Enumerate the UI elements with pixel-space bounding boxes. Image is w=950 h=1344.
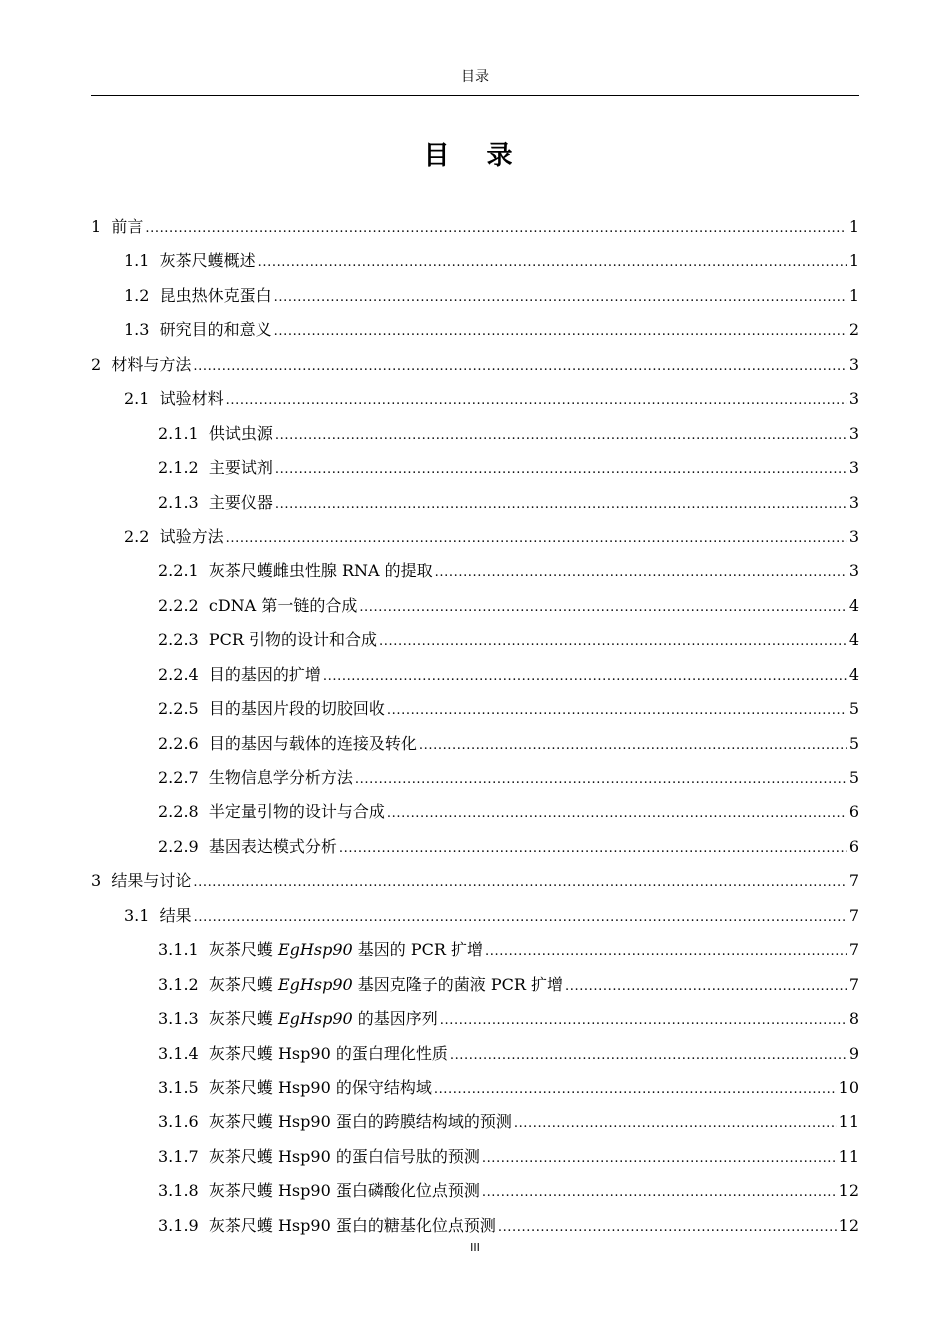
toc-entry-label: 灰茶尺蠖雌虫性腺 RNA 的提取 (208, 561, 433, 581)
toc-entry-title (124, 279, 272, 313)
toc-entry-page: 4 (848, 664, 859, 684)
toc-entry-number: 2.2.6 (158, 733, 199, 753)
toc-entry[interactable] (91, 899, 859, 933)
toc-entry-page: 12 (838, 1181, 859, 1201)
toc-entry-page: 7 (848, 905, 859, 925)
toc-entry-number: 2.2.7 (158, 768, 199, 787)
dot-leader (194, 899, 847, 935)
table-of-contents (91, 210, 859, 1243)
toc-entry[interactable] (91, 1071, 859, 1105)
toc-entry-title (158, 761, 353, 795)
toc-entry[interactable] (91, 313, 859, 347)
toc-entry-label: 目的基因与载体的连接及转化 (208, 733, 417, 753)
toc-entry-label: 供试虫源 (208, 423, 273, 443)
toc-entry-title (158, 933, 483, 967)
toc-entry-page: 1 (848, 251, 859, 271)
toc-entry-page: 1 (848, 285, 859, 305)
toc-entry[interactable] (91, 864, 859, 898)
dot-leader (379, 623, 847, 659)
toc-entry[interactable] (91, 1174, 859, 1208)
toc-entry[interactable] (91, 830, 859, 864)
toc-entry-number: 2.2.3 (158, 630, 199, 650)
toc-entry-number: 1.3 (124, 320, 150, 340)
toc-entry-title (158, 554, 433, 588)
toc-entry-page: 3 (848, 526, 859, 546)
dot-leader (387, 692, 847, 728)
toc-entry-number: 2 (91, 354, 102, 374)
toc-entry-page: 1 (848, 217, 859, 236)
toc-entry-number: 3.1.6 (158, 1112, 199, 1132)
dot-leader (275, 451, 847, 487)
toc-entry-label: 灰茶尺蠖 Hsp90 的保守结构域 (208, 1077, 432, 1097)
dot-leader (434, 1071, 837, 1107)
dot-leader (274, 279, 847, 315)
toc-entry-label: 生物信息学分析方法 (208, 768, 353, 787)
toc-entry[interactable] (91, 554, 859, 588)
toc-entry-number: 2.1.3 (158, 492, 199, 512)
toc-entry-number: 2.2.9 (158, 836, 199, 856)
toc-entry[interactable] (91, 1140, 859, 1174)
toc-entry-label: 结果与讨论 (111, 871, 192, 891)
dot-leader (485, 933, 847, 969)
toc-entry[interactable] (91, 658, 859, 692)
toc-entry-number: 3.1.5 (158, 1077, 199, 1097)
dot-leader (387, 795, 847, 831)
toc-entry-page: 9 (848, 1043, 859, 1063)
dot-leader (450, 1037, 847, 1073)
toc-entry-label: 主要试剂 (208, 458, 273, 478)
dot-leader (275, 417, 847, 453)
toc-entry-title (158, 623, 377, 657)
toc-entry-title (158, 1037, 448, 1071)
dot-leader (565, 968, 847, 1004)
toc-entry-page: 8 (848, 1009, 859, 1029)
toc-entry-page: 4 (848, 595, 859, 615)
toc-entry-page: 11 (838, 1112, 859, 1132)
toc-entry-title (158, 795, 385, 829)
toc-entry-number: 3 (91, 871, 102, 891)
toc-entry[interactable] (91, 486, 859, 520)
toc-entry-title (158, 1209, 496, 1243)
toc-entry-page: 7 (848, 940, 859, 960)
toc-entry-label: 灰茶尺蠖 Hsp90 的蛋白理化性质 (208, 1043, 448, 1063)
toc-entry-page: 3 (848, 458, 859, 478)
dot-leader (193, 864, 846, 900)
toc-entry-number: 1 (91, 217, 102, 236)
toc-entry-label: 灰茶尺蠖概述 (159, 251, 256, 271)
toc-entry-title (158, 692, 385, 726)
toc-entry-number: 3.1.2 (158, 974, 199, 994)
toc-entry-title (158, 727, 417, 761)
toc-entry-label: 结果 (159, 905, 192, 925)
dot-leader (514, 1105, 837, 1141)
toc-entry-page: 3 (848, 561, 859, 581)
toc-entry-page: 5 (848, 733, 859, 753)
toc-entry-number: 2.2.1 (158, 561, 199, 581)
toc-entry-title (158, 1105, 512, 1139)
toc-entry-label: 主要仪器 (208, 492, 273, 512)
dot-leader (193, 348, 846, 384)
toc-entry-title (158, 1140, 480, 1174)
toc-entry[interactable] (91, 727, 859, 761)
dot-leader (482, 1140, 837, 1176)
toc-entry-page: 3 (848, 492, 859, 512)
toc-entry-title (158, 589, 357, 623)
toc-entry-label: 灰茶尺蠖 Hsp90 蛋白的跨膜结构域的预测 (208, 1112, 512, 1132)
toc-entry-label: 昆虫热休克蛋白 (159, 285, 272, 305)
toc-entry-number: 1.1 (124, 251, 150, 271)
toc-entry-number: 2.2.2 (158, 595, 199, 615)
toc-entry-number: 2.2.8 (158, 802, 199, 822)
toc-entry[interactable] (91, 451, 859, 485)
toc-entry-number: 2.1 (124, 389, 150, 409)
toc-entry-title (124, 899, 192, 933)
dot-leader (440, 1002, 847, 1038)
running-header: 目录 (461, 69, 489, 85)
dot-leader (323, 658, 847, 694)
toc-entry-number: 3.1.1 (158, 940, 199, 960)
toc-entry-page: 2 (848, 320, 859, 340)
toc-entry-title (124, 382, 224, 416)
toc-entry-number: 3.1.3 (158, 1009, 199, 1029)
toc-entry[interactable] (91, 795, 859, 829)
toc-entry[interactable] (91, 761, 859, 795)
toc-entry-number: 2.2.5 (158, 699, 199, 719)
toc-entry[interactable] (91, 348, 859, 382)
toc-entry-page: 5 (848, 768, 859, 787)
toc-entry-page: 11 (838, 1146, 859, 1166)
toc-entry-title (91, 210, 143, 244)
toc-entry-page: 3 (848, 389, 859, 409)
toc-entry-label: 灰茶尺蠖 Hsp90 的蛋白信号肽的预测 (208, 1146, 480, 1166)
toc-entry-label: 试验方法 (159, 526, 224, 546)
dot-leader (339, 830, 847, 866)
toc-entry[interactable] (91, 417, 859, 451)
toc-entry-label: 灰茶尺蠖 Hsp90 蛋白的糖基化位点预测 (208, 1215, 496, 1235)
dot-leader (226, 382, 847, 418)
toc-entry-label: 材料与方法 (111, 354, 192, 374)
toc-entry-label: 基因表达模式分析 (208, 836, 337, 856)
toc-entry-label: 试验材料 (159, 389, 224, 409)
toc-entry-label: PCR 引物的设计和合成 (208, 630, 378, 650)
toc-entry-title (91, 348, 191, 382)
toc-entry-label: 前言 (111, 217, 144, 236)
toc-entry-title (124, 520, 224, 554)
dot-leader (419, 727, 847, 763)
toc-entry-label: 灰茶尺蠖 Hsp90 蛋白磷酸化位点预测 (208, 1181, 480, 1201)
toc-entry[interactable] (91, 520, 859, 554)
toc-entry-title (91, 864, 191, 898)
toc-entry-title (158, 417, 273, 451)
toc-entry-label: 灰茶尺蠖 EgHsp90 基因克隆子的菌液 PCR 扩增 (208, 974, 563, 994)
toc-entry-title (124, 313, 272, 347)
toc-entry[interactable] (91, 623, 859, 657)
toc-entry-number: 3.1.7 (158, 1146, 199, 1166)
header-rule (91, 95, 859, 96)
toc-entry-title (158, 1174, 480, 1208)
toc-entry-title (158, 1002, 438, 1036)
toc-entry-number: 3.1 (124, 905, 150, 925)
toc-entry-number: 2.1.1 (158, 423, 199, 443)
toc-entry-title (158, 658, 321, 692)
toc-entry-title (158, 451, 273, 485)
toc-entry[interactable] (91, 210, 859, 244)
toc-entry[interactable] (91, 382, 859, 416)
dot-leader (482, 1174, 837, 1210)
toc-entry-page: 4 (848, 630, 859, 650)
dot-leader (355, 761, 847, 797)
toc-entry-page: 10 (838, 1077, 859, 1097)
toc-entry-title (158, 486, 273, 520)
toc-entry-number: 1.2 (124, 285, 150, 305)
toc-entry-label: 灰茶尺蠖 EgHsp90 基因的 PCR 扩增 (208, 940, 483, 960)
toc-entry-label: 灰茶尺蠖 EgHsp90 的基因序列 (208, 1009, 438, 1029)
toc-entry-page: 6 (848, 836, 859, 856)
toc-entry-page: 3 (848, 354, 859, 374)
toc-entry-title (158, 1071, 432, 1105)
toc-entry-page: 5 (848, 699, 859, 719)
toc-entry[interactable] (91, 1105, 859, 1139)
dot-leader (275, 486, 847, 522)
dot-leader (226, 520, 847, 556)
page-title: 目 录 (423, 141, 527, 171)
toc-entry-label: 目的基因片段的切胶回收 (208, 699, 385, 719)
toc-entry-label: 研究目的和意义 (159, 320, 272, 340)
toc-entry-page: 12 (838, 1215, 859, 1235)
toc-entry-number: 3.1.9 (158, 1215, 199, 1235)
toc-entry-page: 7 (848, 974, 859, 994)
toc-entry-page: 3 (848, 423, 859, 443)
toc-entry-title (124, 244, 256, 278)
toc-entry[interactable] (91, 1037, 859, 1071)
dot-leader (274, 313, 847, 349)
dot-leader (359, 589, 846, 625)
toc-entry[interactable] (91, 279, 859, 313)
toc-entry[interactable] (91, 1002, 859, 1036)
toc-entry-number: 2.2.4 (158, 664, 199, 684)
toc-entry-title (158, 830, 337, 864)
toc-entry-label: 半定量引物的设计与合成 (208, 802, 385, 822)
toc-entry-label: 目的基因的扩增 (208, 664, 321, 684)
toc-entry[interactable] (91, 968, 859, 1002)
page-number: III (470, 1241, 480, 1254)
toc-entry[interactable] (91, 589, 859, 623)
toc-entry[interactable] (91, 933, 859, 967)
toc-entry-number: 2.1.2 (158, 458, 199, 478)
toc-entry-number: 3.1.4 (158, 1043, 199, 1063)
toc-entry-page: 7 (848, 871, 859, 891)
toc-entry[interactable] (91, 692, 859, 726)
dot-leader (435, 554, 847, 590)
toc-entry[interactable] (91, 244, 859, 278)
toc-entry-label: cDNA 第一链的合成 (208, 595, 358, 615)
dot-leader (145, 210, 846, 246)
toc-entry-page: 6 (848, 802, 859, 822)
toc-entry-title (158, 968, 563, 1002)
toc-entry-number: 3.1.8 (158, 1181, 199, 1201)
toc-entry[interactable] (91, 1209, 859, 1243)
dot-leader (258, 244, 847, 280)
toc-entry-number: 2.2 (124, 526, 150, 546)
